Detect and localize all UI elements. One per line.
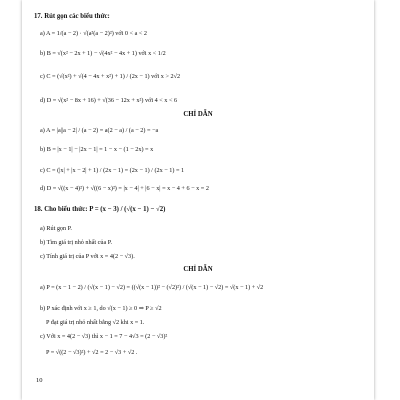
problem-18-title: 18. Cho biểu thức: P = (x − 3) / (√(x − 1) − √2) [34, 206, 166, 213]
problem-18-solution-b-1: b) P xác định với x ≥ 1, do √(x − 1) ≥ 0 ⇒ P ≥ √2 [40, 305, 162, 312]
problem-17-solution-d: d) D = √((x − 4)²) + √((6 − x)²) = |x − 4| + |6 − x| = x − 4 + 6 − x = 2 [40, 185, 209, 192]
problem-17-title: 17. Rút gọn các biểu thức: [34, 13, 110, 20]
problem-17-b: b) B = √(x² − 2x + 1) − √(4x² − 4x + 1) với x < 1/2 [40, 50, 166, 57]
problem-17-solution-a: a) A = |a||a − 2| / (a − 2) = a(2 − a) / (a − 2) = −a [40, 127, 159, 134]
problem-18-c: c) Tính giá trị của P với x = 4(2 − √3). [40, 253, 135, 260]
problem-17-solution-c: c) C = (|x| + |x − 2| + 1) / (2x − 1) = (2x − 1) / (2x − 1) = 1 [40, 167, 185, 174]
problem-17-d: d) D = √(x² − 8x + 16) + √(36 − 12x + x²) với 4 < x < 6 [40, 97, 178, 104]
problem-18-b: b) Tìm giá trị nhỏ nhất của P. [40, 239, 113, 246]
page-number: 10 [36, 377, 43, 384]
problem-18-solution-c-2: P = √((2 − √3)²) + √2 = 2 − √3 + √2 . [46, 349, 138, 356]
problem-17-a: a) A = 1/(a − 2) · √(a²(a − 2)²) với 0 < a < 2 [40, 30, 148, 37]
problem-17-solution-b: b) B = |x − 1| − |2x − 1| = 1 − x − (1 − 2x) = x [40, 146, 154, 153]
problem-18-a: a) Rút gọn P. [40, 225, 72, 232]
problem-18-solution-b-2: P đạt giá trị nhỏ nhất bằng √2 khi x = 1. [46, 319, 145, 326]
document-page [22, 0, 374, 400]
problem-18-solution-a: a) P = (x − 1 − 2) / (√(x − 1) − √2) = ((√(x − 1))² − (√2)²) / (√(x − 1) − √2) = √(x − 1) + √2 [40, 284, 264, 291]
problem-17-c: c) C = (√(x²) + √(4 − 4x + x²) + 1) / (2x − 1) với x > 2√2 [40, 73, 181, 80]
problem-18-solution-c-1: c) Với x = 4(2 − √3) thì x − 1 = 7 − 4√3 = (2 − √3)² [40, 333, 168, 340]
problem-18-guide-heading: CHỈ DẪN [183, 266, 213, 273]
problem-17-guide-heading: CHỈ DẪN [183, 111, 213, 118]
